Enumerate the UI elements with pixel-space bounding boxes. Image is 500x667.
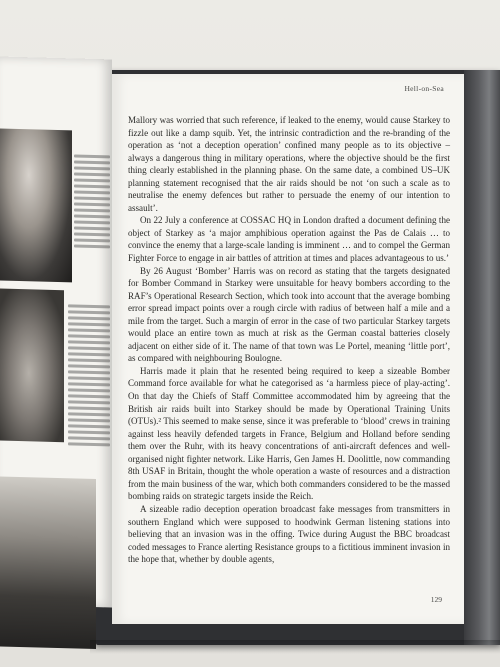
caption-line xyxy=(68,334,110,338)
caption-line xyxy=(74,244,110,248)
caption-line xyxy=(68,394,110,398)
caption-line xyxy=(74,238,110,242)
caption-line xyxy=(74,184,110,188)
caption-line xyxy=(68,442,110,446)
caption-line xyxy=(74,226,110,230)
caption-line xyxy=(74,160,110,164)
caption-line xyxy=(74,220,110,224)
body-paragraph: By 26 August ‘Bomber’ Harris was on record as stating that the targets designated for Bomber Command in Starkey were unsuitable for heavy bombers according to the RAF’s Operational Research Section, which took into account that the average bombing error spread impact points over a rough circle with radius of between half a mile and a mile from the target. Such a margin of error in the case of two particular Starkey targets would place an entire town as much at risk as the German coastal batteries closely adjacent on either side of it. The name of that town was Le Portel, meaning ‘little port’, as compared with neighbouring Boulogne. xyxy=(128,265,450,364)
caption-line xyxy=(74,202,110,206)
caption-line xyxy=(68,358,110,362)
caption-line xyxy=(68,412,110,416)
photo-caption-2 xyxy=(68,304,110,446)
elderly-man-photo xyxy=(0,289,64,443)
caption-line xyxy=(68,376,110,380)
caption-line xyxy=(68,352,110,356)
caption-line xyxy=(68,328,110,332)
caption-line xyxy=(74,196,110,200)
caption-line xyxy=(68,316,110,320)
book-shadow xyxy=(90,640,500,654)
body-paragraph: Mallory was worried that such reference, if leaked to the enemy, would cause Starkey to fizzle out like a damp squib. Yet, the intrinsic contradiction and the re-branding of the operation as ‘not a deception operation’ confined many people as to its objective – always a dangerous thing in military operations, where the objective should be the first thing clearly established in the planning phase. On the same date, a combined US–UK planning statement recognised that the air raids should be not ‘on such a scale as to neutralise the enemy defences but rather to persuade the enemy of our intention to assault’. xyxy=(128,115,450,213)
caption-line xyxy=(68,340,110,344)
body-paragraph: Harris made it plain that he resented being required to keep a sizeable Bomber Command force available for what he categorised as ‘a harmless piece of play-acting’. On that day the Chiefs of Staff Committee accommodated him by agreeing that the British air raids built into Starkey should be made by Operational Training Units (OTUs).² This seemed to make sense, since it was preferable to ‘blood’ crews in training against less heavily defended targets in France, Belgium and Holland before sending them over the Ruhr, with its heavy concentrations of anti-aircraft defences and well-organised night fighter network. Like Harris, Gen James H. Doolittle, now commanding 8th USAF in Britain, thought the whole operation a waste of resources and a distraction from the main business of the war, which both commanders considered to be the massed bombing raids on strategic targets inside the Reich. xyxy=(128,365,450,502)
caption-line xyxy=(68,436,110,440)
caption-line xyxy=(68,430,110,434)
book-page xyxy=(112,74,464,624)
caption-line xyxy=(68,382,110,386)
page-number: 129 xyxy=(430,595,442,604)
caption-line xyxy=(68,310,110,314)
caption-line xyxy=(68,424,110,428)
caption-line xyxy=(74,178,110,182)
caption-line xyxy=(74,166,110,170)
caption-line xyxy=(74,208,110,212)
body-paragraph: On 22 July a conference at COSSAC HQ in London drafted a document defining the object of Starkey as ‘a major amphibious operation against the Pas de Calais … to convince the enemy that a large-scale landing is imminent … and to compel the German Fighter Force to engage in air battles of attrition at times and places advantageous to us.’ xyxy=(128,215,450,264)
caption-line xyxy=(74,214,110,218)
caption-line xyxy=(68,370,110,374)
street-group-photo xyxy=(0,477,96,650)
caption-line xyxy=(68,418,110,422)
caption-line xyxy=(68,364,110,368)
caption-line xyxy=(68,322,110,326)
caption-line xyxy=(68,388,110,392)
body-text xyxy=(128,114,450,566)
photo-caption-1 xyxy=(74,154,110,248)
caption-line xyxy=(74,154,110,158)
caption-line xyxy=(68,400,110,404)
left-page-photos xyxy=(0,57,112,608)
caption-line xyxy=(74,172,110,176)
portrait-photo xyxy=(0,129,72,283)
caption-line xyxy=(74,232,110,236)
book-cover-edge xyxy=(464,70,500,645)
caption-line xyxy=(74,190,110,194)
body-paragraph: A sizeable radio deception operation broadcast fake messages from transmitters in southern England which were supposed to hoodwink German listening stations into believing that an invasion was in the offing. Twice during August the BBC broadcast coded messages to France alerting Resistance groups to a fictitious imminent invasion in the hope that, whether by double agents, xyxy=(128,503,450,565)
caption-line xyxy=(68,346,110,350)
caption-line xyxy=(68,304,110,308)
running-header: Hell-on-Sea xyxy=(404,84,444,93)
caption-line xyxy=(68,406,110,410)
